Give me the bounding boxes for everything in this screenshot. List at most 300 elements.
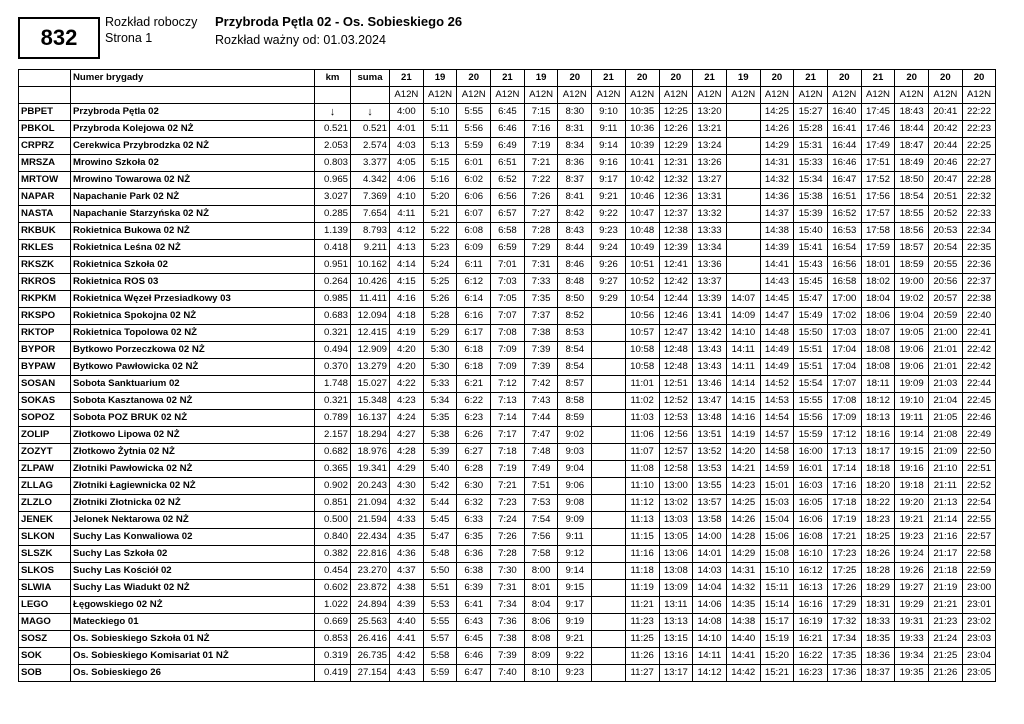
stop-row: [19, 512, 996, 529]
departure-time: 22:51: [962, 461, 996, 478]
departure-time: 16:01: [794, 461, 828, 478]
departure-time: 18:57: [895, 240, 929, 257]
departure-time: 12:26: [659, 121, 693, 138]
departure-time: 21:10: [929, 461, 963, 478]
departure-time: 17:36: [827, 665, 861, 682]
departure-time: 16:00: [794, 444, 828, 461]
departure-time: 12:32: [659, 172, 693, 189]
departure-time: 12:47: [659, 325, 693, 342]
departure-time: 8:37: [558, 172, 592, 189]
departure-time: 4:30: [390, 478, 424, 495]
brigade-number: 21: [794, 70, 828, 87]
departure-time: 10:35: [625, 104, 659, 121]
departure-time: 11:16: [625, 546, 659, 563]
departure-time: 8:50: [558, 291, 592, 308]
departure-time: 16:06: [794, 512, 828, 529]
departure-time: 7:35: [524, 291, 558, 308]
departure-time: 14:39: [760, 240, 794, 257]
departure-time: 19:31: [895, 614, 929, 631]
departure-time: 13:11: [659, 597, 693, 614]
departure-time: 16:41: [827, 121, 861, 138]
departure-time: [726, 104, 760, 121]
departure-time: 16:08: [794, 529, 828, 546]
departure-time: 5:15: [423, 155, 457, 172]
departure-time: 14:21: [726, 461, 760, 478]
departure-time: 13:09: [659, 580, 693, 597]
departure-time: 12:38: [659, 223, 693, 240]
departure-time: 18:07: [861, 325, 895, 342]
stop-row: [19, 257, 996, 274]
departure-time: 5:53: [423, 597, 457, 614]
departure-time: 6:57: [491, 206, 525, 223]
departure-time: 18:08: [861, 359, 895, 376]
departure-time: 5:51: [423, 580, 457, 597]
departure-time: 7:51: [524, 478, 558, 495]
departure-time: 16:58: [827, 274, 861, 291]
stop-row: [19, 189, 996, 206]
departure-time: 7:24: [491, 512, 525, 529]
stop-name: Sobota POZ BRUK 02 NŻ: [71, 410, 315, 427]
departure-time: 4:18: [390, 308, 424, 325]
departure-time: 22:45: [962, 393, 996, 410]
valid-from: Rozkład ważny od: 01.03.2024: [215, 33, 386, 47]
stop-km-sum: 9.211: [351, 240, 390, 257]
departure-time: 13:42: [693, 325, 727, 342]
departure-time: 4:27: [390, 427, 424, 444]
departure-time: 18:50: [895, 172, 929, 189]
departure-time: 5:20: [423, 189, 457, 206]
departure-time: 7:56: [524, 529, 558, 546]
departure-time: 11:26: [625, 648, 659, 665]
stop-km-sum: 19.341: [351, 461, 390, 478]
departure-time: 13:08: [659, 563, 693, 580]
departure-time: 22:36: [962, 257, 996, 274]
departure-time: 19:16: [895, 461, 929, 478]
brigade-number: 21: [592, 70, 626, 87]
departure-time: 19:21: [895, 512, 929, 529]
departure-time: 5:55: [423, 614, 457, 631]
departure-time: 6:32: [457, 495, 491, 512]
departure-time: 20:41: [929, 104, 963, 121]
departure-time: 15:10: [760, 563, 794, 580]
stop-name: Suchy Las Wiadukt 02 NŻ: [71, 580, 315, 597]
stop-km-sum: 8.793: [351, 223, 390, 240]
stop-name: Rokietnica Szkoła 02: [71, 257, 315, 274]
sum-label: suma: [351, 70, 390, 87]
stop-km: 0.365: [315, 461, 351, 478]
departure-time: 17:08: [827, 393, 861, 410]
departure-time: 18:20: [861, 478, 895, 495]
stop-km-sum: 15.027: [351, 376, 390, 393]
departure-time: 15:55: [794, 393, 828, 410]
departure-time: 12:58: [659, 461, 693, 478]
stop-row: [19, 461, 996, 478]
departure-time: 8:52: [558, 308, 592, 325]
departure-time: 7:22: [524, 172, 558, 189]
stop-row: [19, 563, 996, 580]
departure-time: [592, 444, 626, 461]
departure-time: 9:22: [592, 206, 626, 223]
stop-row: [19, 614, 996, 631]
departure-time: 6:07: [457, 206, 491, 223]
departure-time: 6:49: [491, 138, 525, 155]
departure-time: 6:43: [457, 614, 491, 631]
stop-name: Złotkowo Lipowa 02 NŻ: [71, 427, 315, 444]
vehicle-type: A12N: [390, 87, 424, 104]
departure-time: 15:17: [760, 614, 794, 631]
departure-time: 6:33: [457, 512, 491, 529]
departure-time: 9:22: [558, 648, 592, 665]
departure-time: 17:12: [827, 427, 861, 444]
departure-time: 14:11: [693, 648, 727, 665]
departure-time: 4:22: [390, 376, 424, 393]
departure-time: 20:44: [929, 138, 963, 155]
departure-time: 17:00: [827, 291, 861, 308]
departure-time: 21:14: [929, 512, 963, 529]
departure-time: 23:02: [962, 614, 996, 631]
stop-name: Łęgowskiego 02 NŻ: [71, 597, 315, 614]
departure-time: 11:03: [625, 410, 659, 427]
departure-time: 5:59: [423, 665, 457, 682]
departure-time: 13:27: [693, 172, 727, 189]
header-empty-cell: [315, 87, 351, 104]
departure-time: 9:16: [592, 155, 626, 172]
departure-time: [592, 478, 626, 495]
departure-time: 11:13: [625, 512, 659, 529]
departure-time: 13:31: [693, 189, 727, 206]
stop-code: RKLES: [19, 240, 71, 257]
departure-time: 7:19: [491, 461, 525, 478]
departure-time: 23:04: [962, 648, 996, 665]
departure-time: 5:11: [423, 121, 457, 138]
departure-time: 4:10: [390, 189, 424, 206]
departure-time: 19:02: [895, 291, 929, 308]
departure-time: 5:29: [423, 325, 457, 342]
departure-time: 6:23: [457, 410, 491, 427]
departure-time: 5:25: [423, 274, 457, 291]
departure-time: 7:19: [524, 138, 558, 155]
departure-time: 10:39: [625, 138, 659, 155]
departure-time: 8:53: [558, 325, 592, 342]
departure-time: 12:48: [659, 359, 693, 376]
departure-time: 15:03: [760, 495, 794, 512]
departure-time: 7:44: [524, 410, 558, 427]
departure-time: 18:11: [861, 376, 895, 393]
departure-time: 16:46: [827, 155, 861, 172]
departure-time: 14:29: [760, 138, 794, 155]
stop-km: 0.602: [315, 580, 351, 597]
departure-time: 17:13: [827, 444, 861, 461]
departure-time: 8:06: [524, 614, 558, 631]
brigade-number: 20: [929, 70, 963, 87]
brigade-number: 21: [693, 70, 727, 87]
stop-km: 0.853: [315, 631, 351, 648]
departure-time: 13:46: [693, 376, 727, 393]
departure-time: 15:47: [794, 291, 828, 308]
departure-time: 17:04: [827, 342, 861, 359]
stop-km: 0.951: [315, 257, 351, 274]
departure-time: 5:24: [423, 257, 457, 274]
departure-time: 5:44: [423, 495, 457, 512]
departure-time: 6:06: [457, 189, 491, 206]
departure-time: 4:01: [390, 121, 424, 138]
departure-time: 7:15: [524, 104, 558, 121]
departure-time: 15:06: [760, 529, 794, 546]
departure-time: [592, 665, 626, 682]
stop-row: [19, 155, 996, 172]
departure-time: 8:31: [558, 121, 592, 138]
departure-time: 17:02: [827, 308, 861, 325]
departure-time: 14:03: [693, 563, 727, 580]
departure-time: 13:21: [693, 121, 727, 138]
departure-time: 17:59: [861, 240, 895, 257]
departure-time: 17:18: [827, 495, 861, 512]
departure-time: 14:42: [726, 665, 760, 682]
departure-time: 6:08: [457, 223, 491, 240]
departure-time: [592, 597, 626, 614]
departure-time: 4:43: [390, 665, 424, 682]
stop-name: Rokietnica ROS 03: [71, 274, 315, 291]
departure-time: 6:26: [457, 427, 491, 444]
departure-time: 19:23: [895, 529, 929, 546]
departure-time: 4:03: [390, 138, 424, 155]
vehicle-type: A12N: [524, 87, 558, 104]
departure-time: 12:31: [659, 155, 693, 172]
departure-time: 11:23: [625, 614, 659, 631]
departure-time: 18:22: [861, 495, 895, 512]
stop-km-sum: 23.872: [351, 580, 390, 597]
departure-time: 7:21: [491, 478, 525, 495]
departure-time: 6:27: [457, 444, 491, 461]
stop-km: 0.454: [315, 563, 351, 580]
header-empty-cell: [19, 87, 71, 104]
brigade-number: 21: [491, 70, 525, 87]
departure-time: 5:42: [423, 478, 457, 495]
departure-time: 15:40: [794, 223, 828, 240]
departure-time: 20:59: [929, 308, 963, 325]
departure-time: 13:55: [693, 478, 727, 495]
stop-code: MRTOW: [19, 172, 71, 189]
stop-code: JENEK: [19, 512, 71, 529]
departure-time: 17:26: [827, 580, 861, 597]
brigade-number: 19: [423, 70, 457, 87]
vehicle-type: A12N: [794, 87, 828, 104]
stop-km: 1.139: [315, 223, 351, 240]
departure-time: 5:13: [423, 138, 457, 155]
departure-time: 10:47: [625, 206, 659, 223]
departure-time: 15:51: [794, 342, 828, 359]
departure-time: 4:11: [390, 206, 424, 223]
stop-km: 1.748: [315, 376, 351, 393]
departure-time: 8:09: [524, 648, 558, 665]
brigade-number: 20: [558, 70, 592, 87]
departure-time: 18:06: [861, 308, 895, 325]
stop-km-sum: 22.434: [351, 529, 390, 546]
departure-time: 5:40: [423, 461, 457, 478]
departure-time: 4:42: [390, 648, 424, 665]
departure-time: 17:45: [861, 104, 895, 121]
stop-km-sum: 15.348: [351, 393, 390, 410]
departure-time: 12:25: [659, 104, 693, 121]
stop-name: Sobota Kasztanowa 02 NŻ: [71, 393, 315, 410]
departure-time: [726, 155, 760, 172]
departure-time: 12:46: [659, 308, 693, 325]
vehicle-type: A12N: [693, 87, 727, 104]
departure-time: 6:41: [457, 597, 491, 614]
stop-km: 0.321: [315, 325, 351, 342]
stop-row: [19, 631, 996, 648]
departure-time: 22:44: [962, 376, 996, 393]
departure-time: 13:41: [693, 308, 727, 325]
departure-time: 14:09: [726, 308, 760, 325]
departure-time: 19:35: [895, 665, 929, 682]
brigade-number: 20: [827, 70, 861, 87]
departure-time: 20:42: [929, 121, 963, 138]
departure-time: 9:24: [592, 240, 626, 257]
departure-time: 6:46: [457, 648, 491, 665]
departure-time: 11:27: [625, 665, 659, 682]
departure-time: [726, 240, 760, 257]
departure-time: [726, 206, 760, 223]
stop-km-sum: 10.162: [351, 257, 390, 274]
stop-km: 0.418: [315, 240, 351, 257]
departure-time: 5:57: [423, 631, 457, 648]
departure-time: 12:51: [659, 376, 693, 393]
departure-time: 18:47: [895, 138, 929, 155]
stop-km: 2.157: [315, 427, 351, 444]
departure-time: 19:00: [895, 274, 929, 291]
departure-time: 18:43: [895, 104, 929, 121]
stop-km: 0.682: [315, 444, 351, 461]
stop-name: Złotniki Pawłowicka 02 NŻ: [71, 461, 315, 478]
departure-time: 17:14: [827, 461, 861, 478]
departure-time: 19:26: [895, 563, 929, 580]
departure-time: 22:52: [962, 478, 996, 495]
departure-time: 7:39: [524, 359, 558, 376]
departure-time: 5:58: [423, 648, 457, 665]
departure-time: 14:08: [693, 614, 727, 631]
departure-time: 9:21: [592, 189, 626, 206]
stop-code: MAGO: [19, 614, 71, 631]
departure-time: 14:28: [726, 529, 760, 546]
departure-time: 5:30: [423, 342, 457, 359]
stop-km-sum: 16.137: [351, 410, 390, 427]
departure-time: 10:52: [625, 274, 659, 291]
vehicle-type: A12N: [558, 87, 592, 104]
stop-km: 0.965: [315, 172, 351, 189]
departure-time: 16:52: [827, 206, 861, 223]
stop-km: 0.494: [315, 342, 351, 359]
departure-time: 18:04: [861, 291, 895, 308]
departure-time: 16:56: [827, 257, 861, 274]
departure-time: 5:21: [423, 206, 457, 223]
departure-time: 7:21: [524, 155, 558, 172]
stop-row: [19, 359, 996, 376]
stop-row: [19, 308, 996, 325]
departure-time: 5:48: [423, 546, 457, 563]
departure-time: 10:58: [625, 342, 659, 359]
departure-time: 13:48: [693, 410, 727, 427]
departure-time: [592, 376, 626, 393]
departure-time: 16:53: [827, 223, 861, 240]
departure-time: 16:10: [794, 546, 828, 563]
departure-time: 9:14: [558, 563, 592, 580]
departure-time: 9:11: [558, 529, 592, 546]
departure-time: 15:43: [794, 257, 828, 274]
departure-time: [592, 563, 626, 580]
departure-time: 20:46: [929, 155, 963, 172]
stop-km: 0.264: [315, 274, 351, 291]
departure-time: 18:01: [861, 257, 895, 274]
departure-time: 11:10: [625, 478, 659, 495]
departure-time: 18:59: [895, 257, 929, 274]
stop-km-sum: 22.816: [351, 546, 390, 563]
departure-time: 16:13: [794, 580, 828, 597]
departure-time: 13:57: [693, 495, 727, 512]
departure-time: 14:10: [693, 631, 727, 648]
stop-row: [19, 495, 996, 512]
departure-time: 15:04: [760, 512, 794, 529]
departure-time: [726, 138, 760, 155]
departure-time: 16:44: [827, 138, 861, 155]
stop-row: [19, 478, 996, 495]
departure-time: 14:36: [760, 189, 794, 206]
departure-time: 8:01: [524, 580, 558, 597]
departure-time: 14:04: [693, 580, 727, 597]
departure-time: 9:15: [558, 580, 592, 597]
departure-time: 17:16: [827, 478, 861, 495]
departure-time: 14:38: [726, 614, 760, 631]
departure-time: 13:06: [659, 546, 693, 563]
departure-time: 21:04: [929, 393, 963, 410]
departure-time: 19:33: [895, 631, 929, 648]
stop-code: PBPET: [19, 104, 71, 121]
stop-row: [19, 325, 996, 342]
departure-time: 8:30: [558, 104, 592, 121]
departure-time: 7:31: [491, 580, 525, 597]
departure-time: 4:20: [390, 359, 424, 376]
stop-km: 0.370: [315, 359, 351, 376]
departure-time: 8:41: [558, 189, 592, 206]
departure-time: 12:56: [659, 427, 693, 444]
departure-time: 13:58: [693, 512, 727, 529]
departure-time: 18:56: [895, 223, 929, 240]
departure-time: 14:48: [760, 325, 794, 342]
departure-time: 5:26: [423, 291, 457, 308]
stop-code: LEGO: [19, 597, 71, 614]
departure-time: 6:56: [491, 189, 525, 206]
departure-time: [592, 461, 626, 478]
departure-time: 7:36: [491, 614, 525, 631]
departure-time: 17:25: [827, 563, 861, 580]
departure-time: 14:19: [726, 427, 760, 444]
stop-km: 0.321: [315, 393, 351, 410]
departure-time: 6:18: [457, 342, 491, 359]
departure-time: 11:18: [625, 563, 659, 580]
header-row-brigades: [19, 70, 996, 87]
departure-time: 23:05: [962, 665, 996, 682]
stop-km: 0.500: [315, 512, 351, 529]
departure-time: 22:37: [962, 274, 996, 291]
stop-code: CRPRZ: [19, 138, 71, 155]
departure-time: 4:40: [390, 614, 424, 631]
departure-time: 4:14: [390, 257, 424, 274]
stop-name: Złotniki Złotnicka 02 NŻ: [71, 495, 315, 512]
departure-time: 4:20: [390, 342, 424, 359]
departure-time: 14:54: [760, 410, 794, 427]
departure-time: 7:38: [491, 631, 525, 648]
departure-time: 11:02: [625, 393, 659, 410]
